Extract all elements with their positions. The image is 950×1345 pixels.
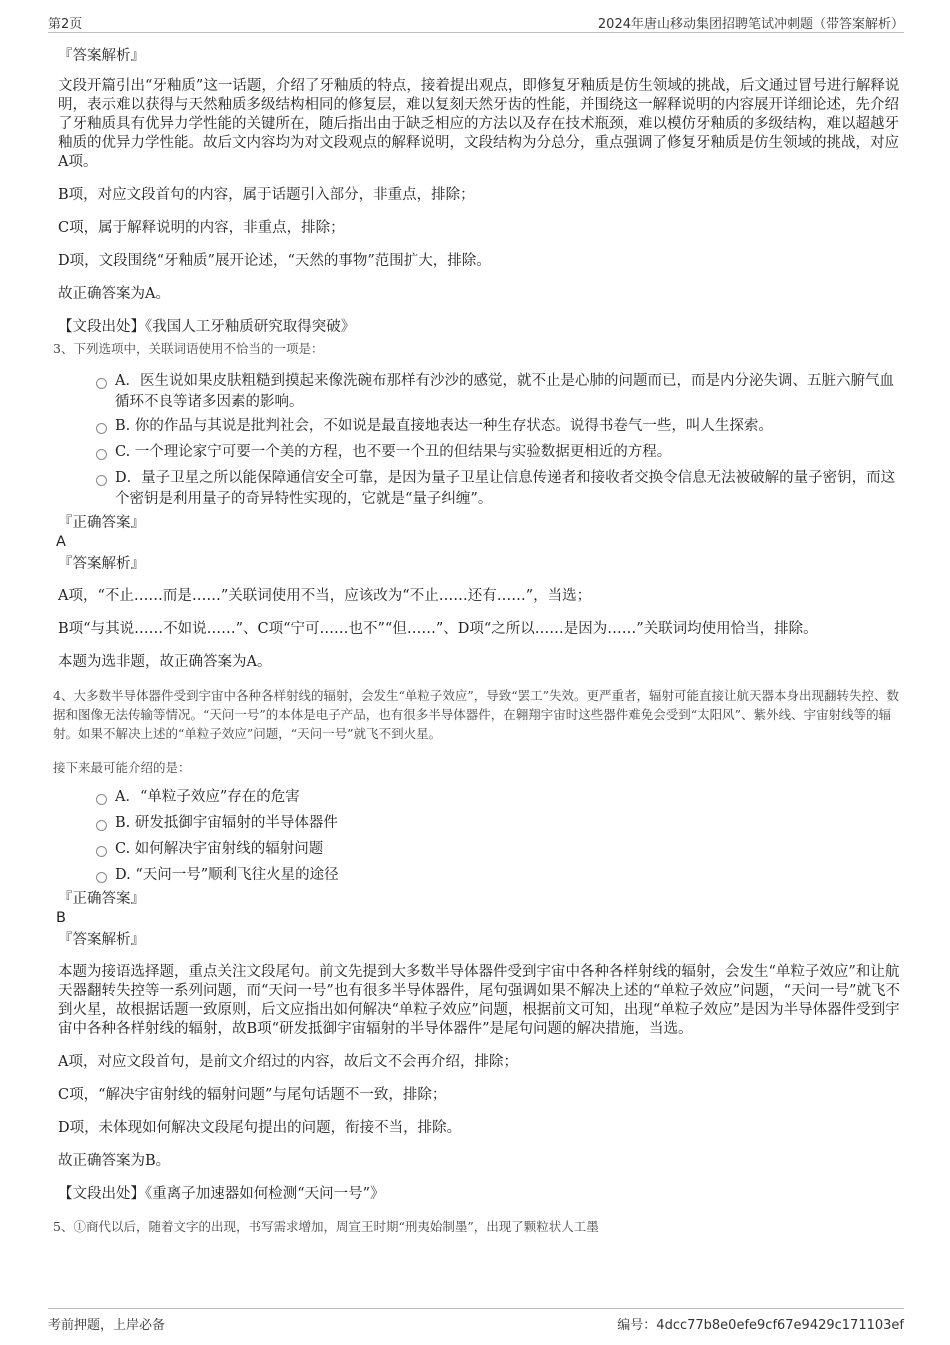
correct-answer: A [56, 534, 66, 550]
correct-answer-tag: 『正确答案』 [58, 891, 145, 907]
answer-explanation-tag: 『答案解析』 [58, 932, 145, 948]
document-id: 编号：4dcc77b8e0efe9cf67e9429c171103ef [617, 1318, 904, 1333]
explanation-option-d: D项，文段围绕“牙釉质”展开论述，“天然的事物”范围扩大，排除。 [58, 253, 491, 269]
explanation-option-c: C项，属于解释说明的内容，非重点，排除； [58, 220, 345, 236]
page-footer [48, 1308, 904, 1333]
radio-icon[interactable] [96, 449, 107, 460]
answer-explanation-tag: 『答案解析』 [58, 48, 145, 64]
explanation-option-d: D项，未体现如何解决文段尾句提出的问题，衔接不当，排除。 [58, 1120, 462, 1136]
page-header [48, 10, 904, 33]
option-text: B. 你的作品与其说是批判社会，不如说是最直接地表达一种生存状态。说得书卷气一些，叫人生探索。 [115, 418, 773, 434]
question-4-option-c[interactable] [58, 839, 902, 860]
question-4-option-a[interactable] [58, 787, 902, 808]
option-text: D．量子卫星之所以能保障通信安全可靠，是因为量子卫星让信息传递者和接收者交换令信息无法被破解的量子密钥，而这个密钥是利用量子的奇异特性实现的，它就是“量子纠缠”。 [115, 470, 896, 507]
explanation-paragraph: 文段开篇引出“牙釉质”这一话题，介绍了牙釉质的特点，接着提出观点，即修复牙釉质是仿生领域的挑战，后文通过冒号进行解释说明，表示难以获得与天然釉质多级结构相同的修复层，难以复刻天然牙齿的性能，并围绕这一解释说明的内容展开详细论述，先介绍了牙釉质具有优异力学性能的关键所在，随后指出由于缺乏相应的方法以及存在技术瓶颈，难以模仿牙釉质的多级结构，难以超越牙釉质的优异力学性能。故后文内容均为对文段观点的解释说明，文段结构为分总分，重点强调了修复牙釉质是仿生领域的挑战，对应A项。 [58, 78, 900, 170]
question-4-option-d[interactable] [58, 865, 902, 886]
passage-source: 【文段出处】《我国人工牙釉质研究取得突破》 [58, 319, 356, 335]
option-text: A．医生说如果皮肤粗糙到摸起来像洗碗布那样有沙沙的感觉，就不止是心肺的问题而已，而是内分泌失调、五脏六腑气血循环不良等诸多因素的影响。 [115, 373, 894, 410]
explanation-conclusion: 故正确答案为B。 [58, 1153, 171, 1169]
option-text: A．“单粒子效应”存在的危害 [115, 789, 300, 805]
explanation-paragraph: 本题为接语选择题，重点关注文段尾句。前文先提到大多数半导体器件受到宇宙中各种各样射线的辐射，会发生“单粒子效应”和让航天器翻转失控等一系列问题，而“天问一号”也有很多半导体器件，尾句强调如果不解决上述的“单粒子效应”问题，“天问一号”就飞不到火星，故根据话题一致原则，后文应指出如何解决“单粒子效应”问题，根据前文可知，出现“单粒子效应”是因为半导体器件受到宇宙中各种各样射线的辐射，故B项“研发抵御宇宙辐射的半导体器件”是尾句问题的解决措施，当选。 [58, 964, 900, 1037]
question-4-stem: 接下来最可能介绍的是： [53, 760, 191, 775]
document-title: 2024年唐山移动集团招聘笔试冲刺题（带答案解析） [597, 17, 904, 32]
correct-answer-tag: 『正确答案』 [58, 515, 145, 531]
correct-answer: B [56, 910, 66, 926]
explanation-option-c: C项，“解决宇宙射线的辐射问题”与尾句话题不一致，排除； [58, 1087, 447, 1103]
radio-icon[interactable] [96, 475, 107, 486]
question-4-option-b[interactable] [58, 813, 902, 834]
question-4-options [58, 787, 902, 886]
question-4-passage: 4、大多数半导体器件受到宇宙中各种各样射线的辐射，会发生“单粒子效应”，导致“罢工”失效。更严重者，辐射可能直接让航天器本身出现翻转失控、数据和图像无法传输等情况。“天问一号”的本体是电子产品，也有很多半导体器件，在翱翔宇宙时这些器件难免会受到“太阳风”、紫外线、宇宙射线等的辐射。如果不解决上述的“单粒子效应”问题，“天问一号”就飞不到火星。 [53, 688, 900, 741]
page-number: 第2页 [48, 17, 83, 32]
question-3-options [58, 371, 902, 510]
explanation-conclusion: 故正确答案为A。 [58, 286, 170, 302]
radio-icon[interactable] [96, 872, 107, 883]
footer-slogan: 考前押题，上岸必备 [48, 1318, 166, 1333]
question-3-stem: 3、下列选项中，关联词语使用不恰当的一项是： [53, 341, 324, 356]
option-text: C. 如何解决宇宙射线的辐射问题 [115, 841, 324, 857]
answer-explanation-tag: 『答案解析』 [58, 556, 145, 572]
question-3-option-a[interactable] [58, 371, 902, 413]
explanation-option-b: B项，对应文段首句的内容，属于话题引入部分，非重点，排除； [58, 187, 475, 203]
explanation-line: B项“与其说……不如说……”、C项“宁可……也不”“但……”、D项“之所以……是因为……”关联词均使用恰当，排除。 [58, 621, 818, 637]
radio-icon[interactable] [96, 794, 107, 805]
passage-source: 【文段出处】《重离子加速器如何检测“天问一号”》 [58, 1186, 385, 1202]
option-text: B. 研发抵御宇宙辐射的半导体器件 [115, 815, 338, 831]
question-3-option-b[interactable] [58, 416, 902, 437]
option-text: D. “天问一号”顺利飞往火星的途径 [115, 867, 339, 883]
explanation-option-a: A项，对应文段首句，是前文介绍过的内容，故后文不会再介绍，排除； [58, 1054, 518, 1070]
explanation-line: A项，“不止……而是……”关联词使用不当，应该改为“不止……还有……”，当选； [58, 588, 592, 604]
radio-icon[interactable] [96, 423, 107, 434]
document-body [53, 46, 902, 1236]
question-5-passage: 5、①商代以后，随着文字的出现，书写需求增加，周宣王时期“刑夷始制墨”，出现了颗粒状人工墨 [53, 1219, 599, 1234]
radio-icon[interactable] [96, 846, 107, 857]
radio-icon[interactable] [96, 820, 107, 831]
explanation-line: 本题为选非题，故正确答案为A。 [58, 654, 272, 670]
radio-icon[interactable] [96, 378, 107, 389]
question-3-option-d[interactable] [58, 468, 902, 510]
question-3-option-c[interactable] [58, 442, 902, 463]
option-text: C. 一个理论家宁可要一个美的方程，也不要一个丑的但结果与实验数据更相近的方程。 [115, 444, 672, 460]
